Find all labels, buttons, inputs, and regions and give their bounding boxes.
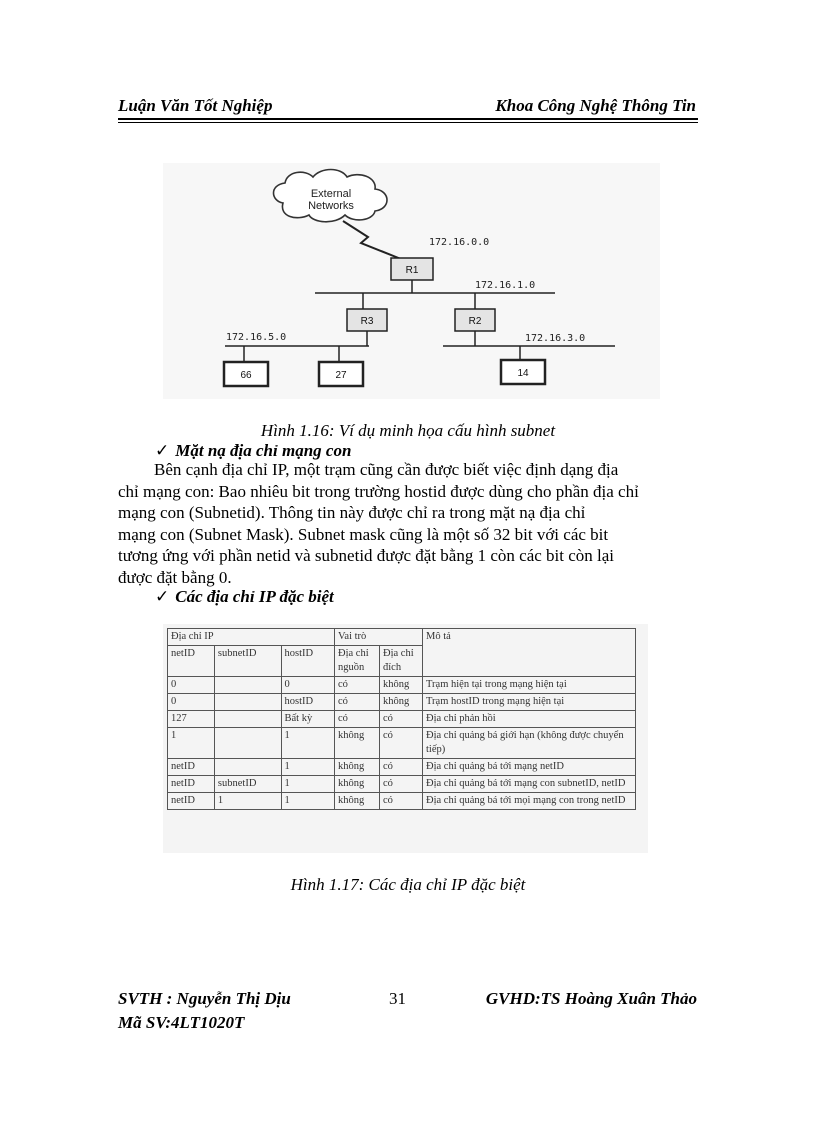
table-cell: 1 xyxy=(281,759,335,776)
router-r3-label: R3 xyxy=(360,316,374,327)
table-cell: có xyxy=(335,711,380,728)
table-row xyxy=(168,776,636,793)
table-header-role: Vai trò xyxy=(335,629,423,646)
table-cell: subnetID xyxy=(214,776,281,793)
table-cell: không xyxy=(380,677,423,694)
table-cell xyxy=(214,711,281,728)
table-cell: có xyxy=(335,694,380,711)
paragraph-line: tương ứng với phần netid và subnetid được đặt bằng 1 còn các bit còn lại xyxy=(118,546,615,566)
table-row xyxy=(168,677,636,694)
net-label-right: 172.16.3.0 xyxy=(525,333,586,344)
header-right: Khoa Công Nghệ Thông Tin xyxy=(495,96,696,115)
table-cell: 1 xyxy=(281,776,335,793)
table-cell: không xyxy=(335,793,380,810)
checkmark-icon: ✓ xyxy=(155,441,170,461)
special-ip-table-figure xyxy=(163,624,648,853)
host-27-label: 27 xyxy=(335,370,347,381)
table-cell: có xyxy=(380,728,423,759)
net-label-left: 172.16.5.0 xyxy=(226,332,287,343)
table-cell: 0 xyxy=(168,677,215,694)
table-cell: có xyxy=(380,793,423,810)
paragraph-line: được đặt bằng 0. xyxy=(118,567,232,587)
table-header-dst: Địa chỉ đích xyxy=(380,646,423,677)
table-cell: 1 xyxy=(281,793,335,810)
wan-link xyxy=(343,221,401,259)
table-cell: 0 xyxy=(281,677,335,694)
section-heading-special-ip xyxy=(155,587,334,607)
table-cell: 1 xyxy=(281,728,335,759)
paragraph-line: mạng con (Subnetid). Thông tin này được chỉ ra trong mặt nạ địa chỉ xyxy=(118,503,586,523)
table-cell: có xyxy=(380,711,423,728)
table-cell: netID xyxy=(168,759,215,776)
footer-student: SVTH : Nguyễn Thị Dịu xyxy=(118,989,291,1008)
table-cell: Địa chỉ phản hồi xyxy=(423,711,636,728)
table-header-netid: netID xyxy=(168,646,215,677)
table-cell: có xyxy=(380,759,423,776)
table-cell: Địa chỉ quảng bá giới hạn (không được chuyển tiếp) xyxy=(423,728,636,759)
table-cell: 0 xyxy=(168,694,215,711)
table-group-header-row xyxy=(168,629,636,646)
subnet-diagram-figure xyxy=(163,163,660,399)
header-left: Luận Văn Tốt Nghiệp xyxy=(118,96,273,115)
figure2-caption: Hình 1.17: Các địa chỉ IP đặc biệt xyxy=(290,875,526,894)
section2-heading-text: Các địa chỉ IP đặc biệt xyxy=(175,587,334,606)
table-cell: 127 xyxy=(168,711,215,728)
table-cell: 1 xyxy=(214,793,281,810)
table-cell: Địa chỉ quảng bá tới mạng con subnetID, netID xyxy=(423,776,636,793)
table-cell xyxy=(214,677,281,694)
page-number: 31 xyxy=(389,989,406,1008)
table-cell xyxy=(214,759,281,776)
section1-heading-text: Mặt nạ địa chỉ mạng con xyxy=(175,441,352,460)
table-cell: netID xyxy=(168,776,215,793)
cloud-label-line1: External xyxy=(310,188,352,200)
table-row xyxy=(168,694,636,711)
paragraph-line: Bên cạnh địa chỉ IP, một trạm cũng cần được biết việc định dạng địa xyxy=(154,460,619,479)
section-heading-subnet-mask xyxy=(155,441,351,461)
table-cell: Bất kỳ xyxy=(281,711,335,728)
table-row xyxy=(168,759,636,776)
table-header-src: Địa chỉ nguồn xyxy=(335,646,380,677)
table-cell: không xyxy=(335,728,380,759)
footer-student-id: Mã SV:4LT1020T xyxy=(118,1013,245,1032)
router-r2-label: R2 xyxy=(468,316,482,327)
table-header-desc: Mô tả xyxy=(423,629,636,677)
net-label-top: 172.16.0.0 xyxy=(429,237,490,248)
table-cell: không xyxy=(335,776,380,793)
table-cell xyxy=(214,728,281,759)
figure1-caption: Hình 1.16: Ví dụ minh họa cấu hình subnet xyxy=(260,421,556,440)
footer-advisor: GVHD:TS Hoàng Xuân Thảo xyxy=(485,989,697,1008)
table-row xyxy=(168,793,636,810)
checkmark-icon: ✓ xyxy=(155,587,170,607)
table-cell: Trạm hostID trong mạng hiện tại xyxy=(423,694,636,711)
table-header-hostid: hostID xyxy=(281,646,335,677)
table-cell: Địa chỉ quảng bá tới mạng netID xyxy=(423,759,636,776)
net-label-mid: 172.16.1.0 xyxy=(475,280,536,291)
paragraph-line: mạng con (Subnet Mask). Subnet mask cũng là một số 32 bit với các bit xyxy=(118,524,609,544)
table-cell: không xyxy=(335,759,380,776)
subnet-mask-paragraph xyxy=(118,459,698,589)
host-14-label: 14 xyxy=(517,368,529,379)
table-cell: hostID xyxy=(281,694,335,711)
special-ip-table xyxy=(167,628,636,810)
paragraph-line: chỉ mạng con: Bao nhiêu bit trong trường hostid được dùng cho phần địa chỉ xyxy=(118,481,639,501)
table-cell: Địa chỉ quảng bá tới mọi mạng con trong netID xyxy=(423,793,636,810)
table-cell: netID xyxy=(168,793,215,810)
header-rule-thin xyxy=(118,122,698,123)
table-row xyxy=(168,728,636,759)
table-header-address: Địa chỉ IP xyxy=(168,629,335,646)
router-r1-label: R1 xyxy=(405,265,419,276)
subnet-diagram xyxy=(163,163,660,399)
host-66-label: 66 xyxy=(240,370,252,381)
table-header-subnetid: subnetID xyxy=(214,646,281,677)
table-cell: không xyxy=(380,694,423,711)
table-cell xyxy=(214,694,281,711)
table-cell: 1 xyxy=(168,728,215,759)
table-cell: có xyxy=(380,776,423,793)
cloud-label-line2: Networks xyxy=(308,200,354,212)
table-cell: Trạm hiện tại trong mạng hiện tại xyxy=(423,677,636,694)
header-rule xyxy=(118,118,698,120)
table-cell: có xyxy=(335,677,380,694)
table-row xyxy=(168,711,636,728)
